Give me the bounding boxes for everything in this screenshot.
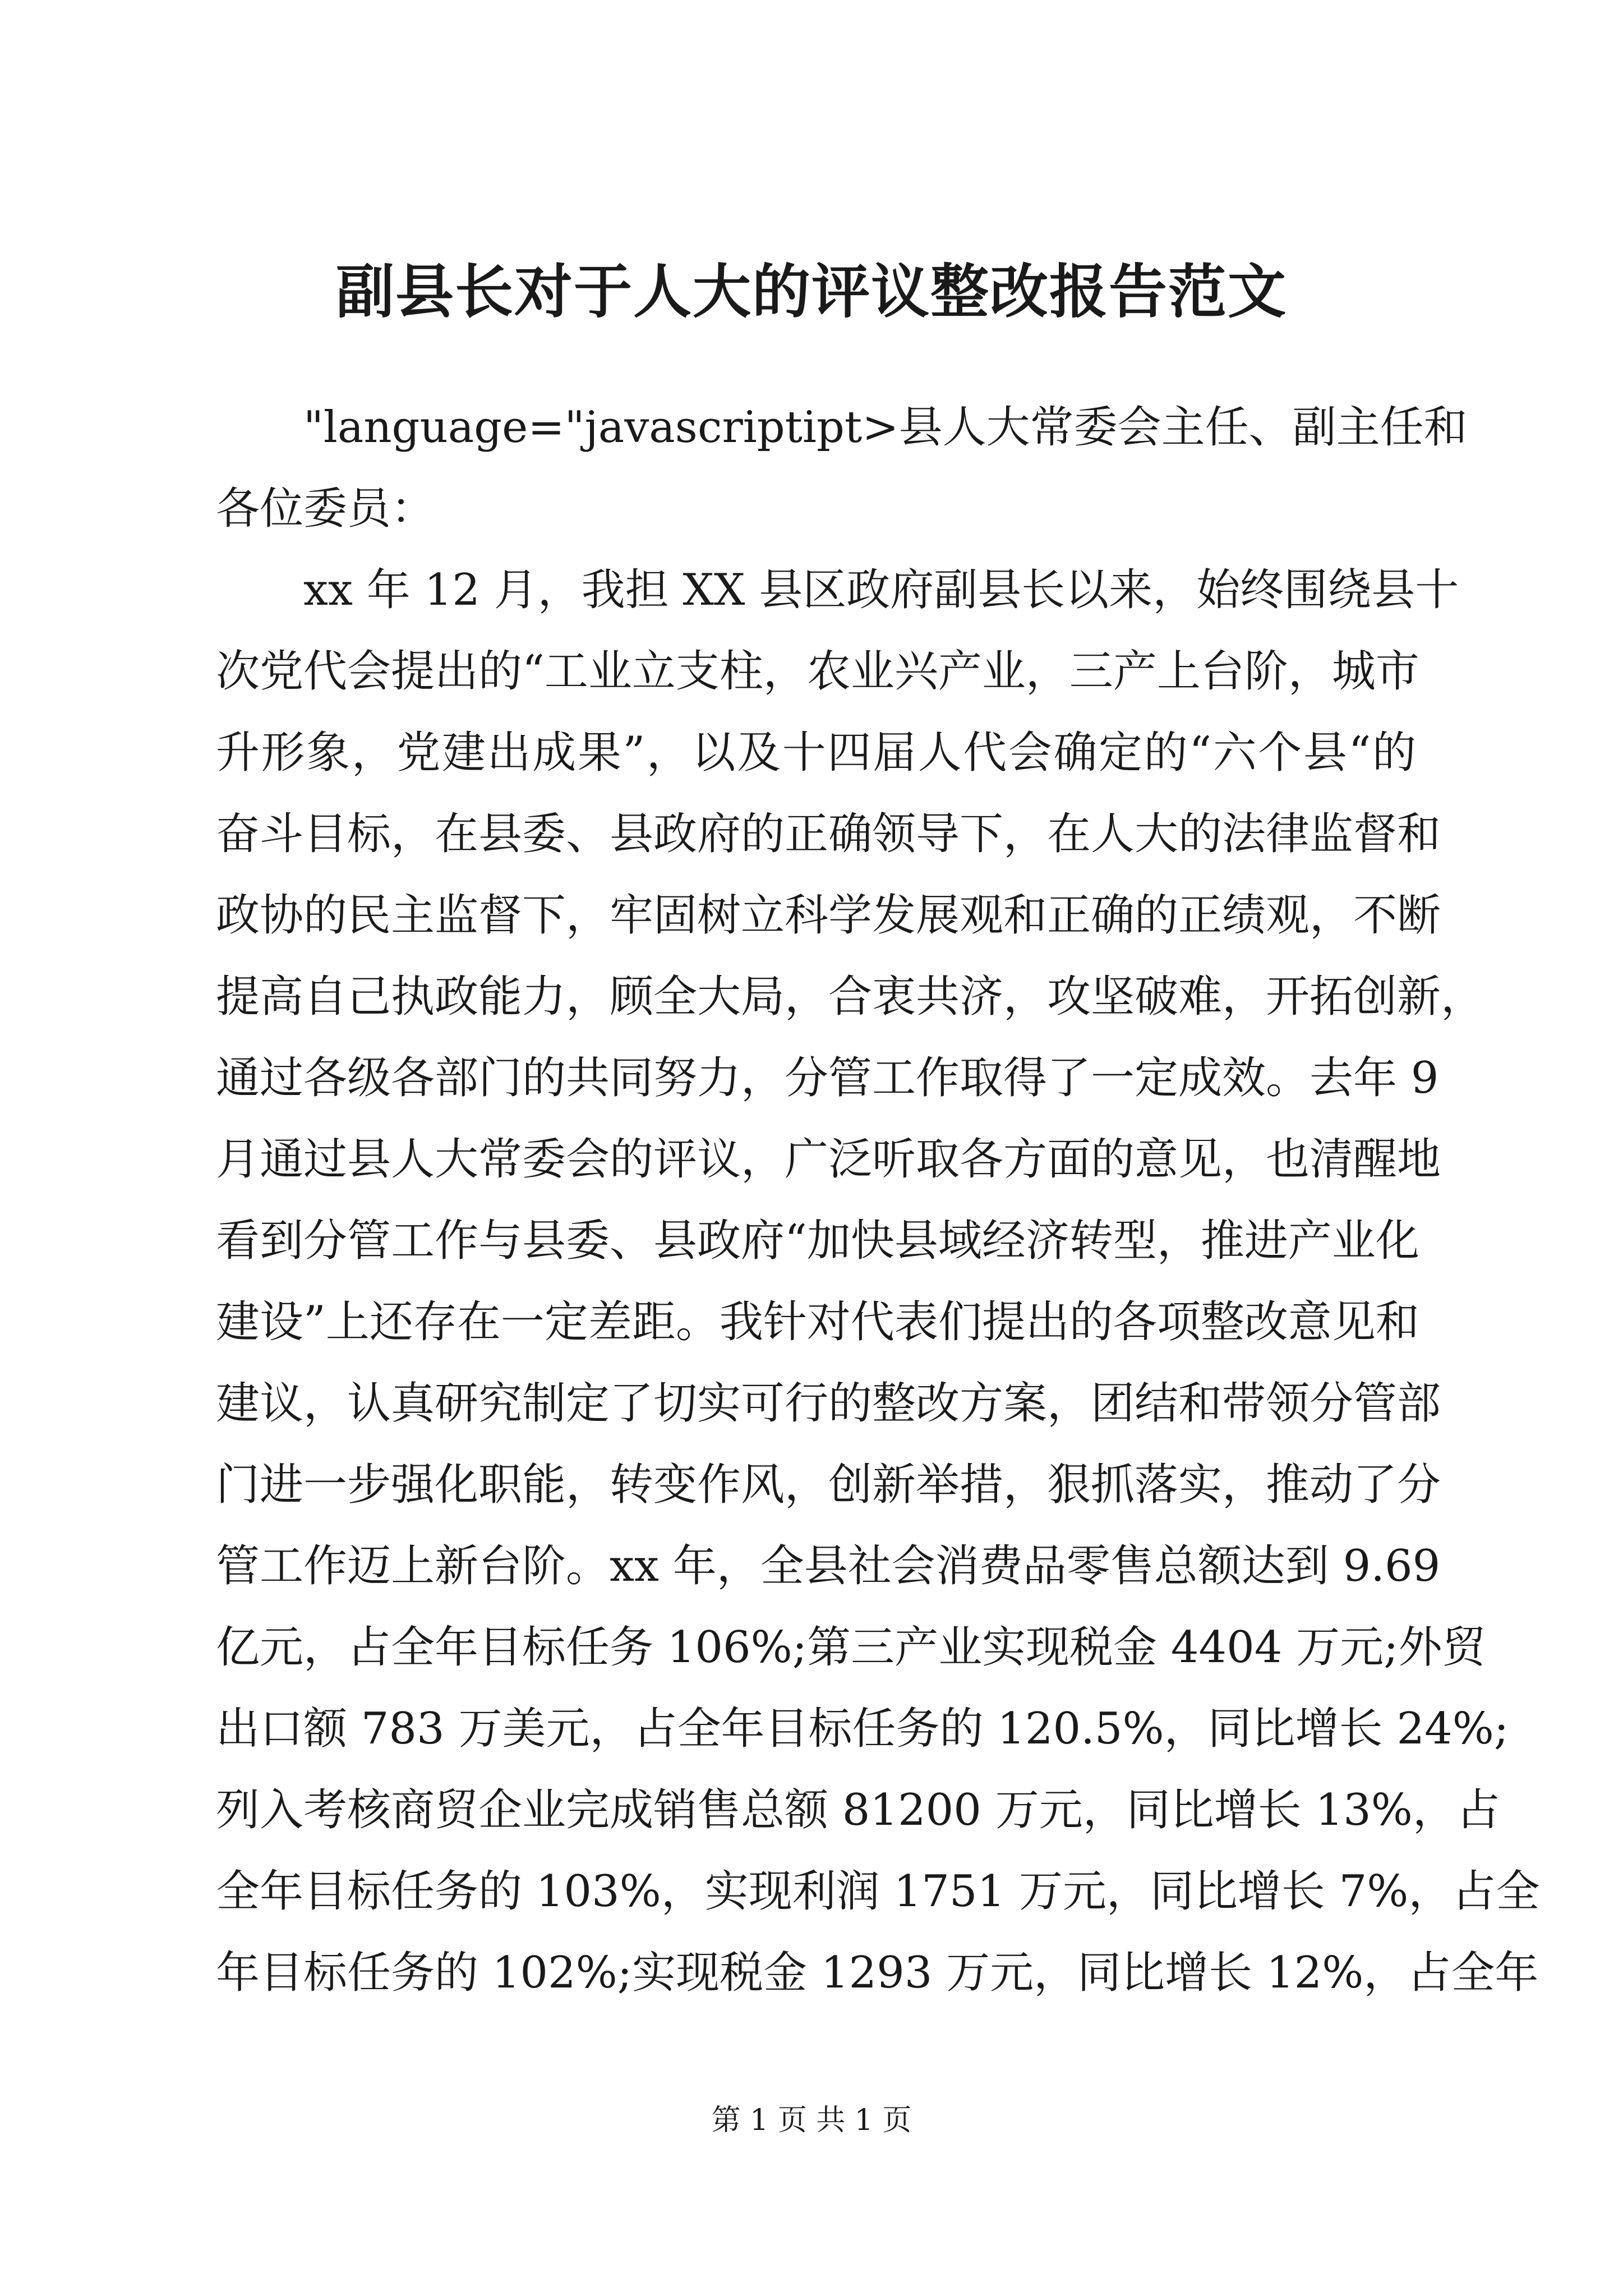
body-line: 亿元，占全年目标任务 106%;第三产业实现税金 4404 万元;外贸: [216, 1622, 1486, 1673]
body-line: 年目标任务的 102%;实现税金 1293 万元，同比增长 12%，占全年: [216, 1948, 1539, 1998]
body-line: 门进一步强化职能，转变作风，创新举措，狠抓落实，推动了分: [216, 1460, 1441, 1510]
document-body: [216, 387, 1540, 2014]
body-line: 提高自己执政能力，顾全大局，合衷共济，攻坚破难，开拓创新，: [216, 972, 1485, 1022]
body-line: xx 年 12 月，我担 XX 县区政府副县长以来，始终围绕县十: [216, 565, 1459, 615]
body-line: 建设”上还存在一定差距。我针对代表们提出的各项整改意见和: [216, 1297, 1419, 1347]
body-line: 看到分管工作与县委、县政府“加快县域经济转型，推进产业化: [216, 1216, 1419, 1266]
body-line: 次党代会提出的“工业立支柱，农业兴产业，三产上台阶，城市: [216, 646, 1419, 697]
body-line: 全年目标任务的 103%，实现利润 1751 万元，同比增长 7%，占全: [216, 1866, 1540, 1917]
document-title: 副县长对于人大的评议整改报告范文: [335, 257, 1287, 326]
body-line: 各位委员：: [216, 484, 435, 534]
body-line: 月通过县人大常委会的评议，广泛听取各方面的意见，也清醒地: [216, 1134, 1441, 1185]
body-line: 建议，认真研究制定了切实可行的整改方案，团结和带领分管部: [216, 1378, 1441, 1429]
body-line: 通过各级各部门的共同努力，分管工作取得了一定成效。去年 9: [216, 1053, 1439, 1103]
body-line: 奋斗目标，在县委、县政府的正确领导下，在人大的法律监督和: [216, 809, 1441, 859]
body-line: 列入考核商贸企业完成销售总额 81200 万元，同比增长 13%，占: [216, 1785, 1500, 1835]
body-line: 出口额 783 万美元，占全年目标任务的 120.5%，同比增长 24%;: [216, 1704, 1509, 1754]
page-footer: 第 1 页 共 1 页: [711, 2104, 912, 2137]
body-line: "language="javascriptipt>县人大常委会主任、副主任和: [216, 402, 1468, 453]
body-line: 管工作迈上新台阶。xx 年，全县社会消费品零售总额达到 9.69: [216, 1541, 1441, 1591]
body-line: 升形象，党建出成果”，以及十四届人代会确定的“六个县“的: [216, 728, 1416, 778]
body-line: 政协的民主监督下，牢固树立科学发展观和正确的正绩观，不断: [216, 890, 1441, 941]
